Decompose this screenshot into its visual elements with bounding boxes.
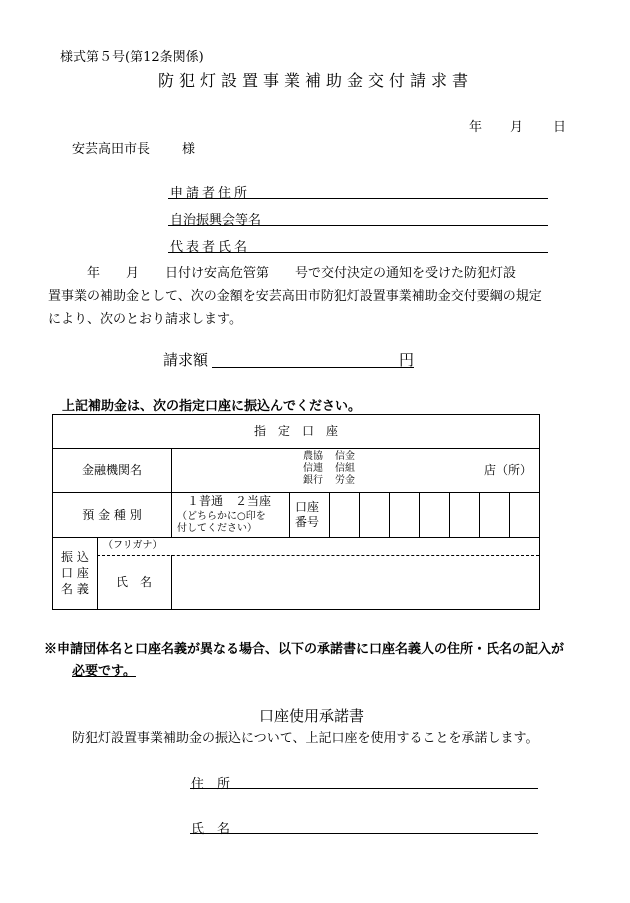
holder-name-label: 氏 名 (115, 575, 152, 589)
account-digit-box[interactable] (449, 493, 479, 537)
consent-name-field[interactable] (190, 833, 538, 834)
date-day-label: 日 (553, 120, 567, 135)
document-title: 防犯灯設置事業補助金交付請求書 (158, 71, 474, 90)
deposit-type-note-line: （どちらかに○印を (177, 511, 266, 522)
notice-line-1: ※申請団体名と口座名義が異なる場合、以下の承諾書に口座名義人の住所・氏名の記入が (44, 642, 565, 657)
date-month-label: 月 (510, 120, 524, 135)
request-paragraph-line-1: 年 月 日付け安高危管第 号で交付決定の通知を受けた防犯灯設 (48, 266, 517, 281)
bank-type-option: 農協 (303, 451, 323, 462)
deposit-type-note-line: 付してください） (177, 523, 257, 534)
association-underline (168, 225, 548, 226)
consent-address-field[interactable] (190, 788, 538, 789)
date-year-label: 年 (469, 120, 483, 135)
bank-type-option: 信組 (335, 463, 355, 474)
holder-label-line: 振 込 (61, 550, 89, 564)
table-rule (171, 555, 172, 609)
account-digit-box[interactable] (479, 493, 509, 537)
notice-line-2: 必要です。 (72, 664, 136, 679)
bank-name-label: 金融機関名 (81, 463, 142, 477)
bank-type-option: 労金 (335, 475, 355, 486)
consent-name-label: 氏 名 (191, 822, 231, 837)
addressee: 安芸高田市長 (72, 142, 151, 157)
claim-amount-underline (212, 367, 414, 368)
deposit-type-note (177, 511, 266, 535)
account-number-label (295, 500, 319, 530)
holder-label-line: 口 座 (61, 566, 89, 580)
bank-type-column-2 (335, 451, 355, 487)
branch-suffix: 店（所） (484, 463, 533, 477)
deposit-type-label: 預 金 種 別 (82, 508, 142, 522)
consent-text: 防犯灯設置事業補助金の振込について、上記口座を使用することを承諾します。 (72, 731, 539, 746)
deposit-type-options[interactable]: １普通 ２当座 (187, 494, 272, 508)
applicant-address-underline (168, 198, 548, 199)
account-intro: 上記補助金は、次の指定口座に振込んでください。 (62, 399, 362, 414)
table-rule (97, 537, 98, 609)
account-digit-box[interactable] (389, 493, 419, 537)
applicant-address-label: 申請者住所 (170, 186, 251, 201)
representative-label: 代表者氏名 (170, 240, 251, 255)
request-paragraph-line-3: により、次のとおり請求します。 (48, 312, 242, 327)
form-number: 様式第５号(第12条関係) (60, 50, 204, 65)
table-rule (53, 448, 539, 449)
furigana-dashed-rule (97, 555, 539, 556)
holder-label-line: 名 義 (61, 582, 89, 596)
bank-type-option: 信連 (303, 463, 323, 474)
account-digit-box[interactable] (359, 493, 389, 537)
account-digit-box[interactable] (419, 493, 449, 537)
association-label: 自治振興会等名 (170, 213, 262, 228)
table-rule (289, 492, 290, 537)
request-paragraph (48, 262, 542, 331)
representative-underline (168, 252, 548, 253)
addressee-honorific: 様 (182, 142, 196, 157)
furigana-field[interactable] (171, 540, 539, 554)
claim-amount-label: 請求額 (163, 351, 209, 369)
bank-type-option: 信金 (335, 451, 355, 462)
bank-type-column-1 (303, 451, 323, 487)
consent-address-label: 住 所 (191, 777, 231, 792)
holder-name-field[interactable] (173, 557, 539, 609)
account-number-label-line: 口座 (295, 500, 320, 514)
account-table-title: 指 定 口 座 (253, 424, 338, 438)
account-digit-box[interactable] (329, 493, 359, 537)
account-table (52, 414, 540, 610)
furigana-label: （フリガナ） (103, 540, 163, 551)
account-digit-box[interactable] (509, 493, 539, 537)
account-number-label-line: 番号 (295, 515, 320, 529)
table-rule (171, 448, 172, 537)
holder-label (61, 549, 89, 597)
request-paragraph-line-2: 置事業の補助金として、次の金額を安芸高田市防犯灯設置事業補助金交付要綱の規定 (48, 289, 542, 304)
consent-title: 口座使用承諾書 (259, 707, 365, 725)
claim-amount-unit: 円 (399, 351, 415, 369)
table-rule (53, 537, 539, 538)
bank-type-option: 銀行 (303, 475, 323, 486)
